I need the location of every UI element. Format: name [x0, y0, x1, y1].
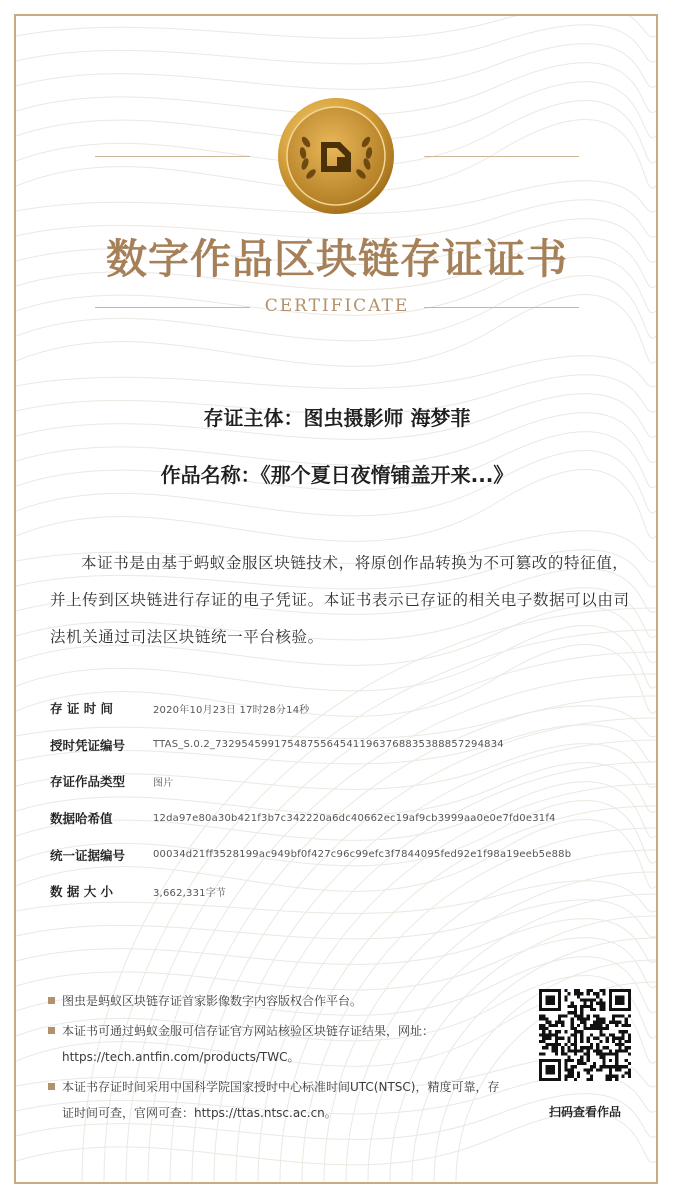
detail-row-hash	[50, 800, 650, 837]
details-table	[50, 690, 650, 910]
detail-label: 存证作品类型	[50, 774, 126, 790]
note-item	[48, 1018, 510, 1070]
detail-value: 图片	[153, 777, 174, 789]
detail-value: 3,662,331字节	[153, 887, 227, 899]
qr-code[interactable]	[539, 989, 631, 1081]
detail-value: TTAS_S.0.2_73295459917548755645411963768835388857294834	[153, 739, 504, 751]
certificate-subtitle: CERTIFICATE	[264, 296, 410, 316]
holder-line	[0, 402, 674, 431]
detail-row-time	[50, 690, 650, 727]
detail-label: 数 据 大 小	[50, 884, 114, 900]
note-text: 图虫是蚂蚁区块链存证首家影像数字内容版权合作平台。	[62, 994, 363, 1008]
detail-value: 2020年10月23日 17时28分14秒	[153, 704, 310, 716]
laurel-seal-icon	[276, 96, 396, 216]
detail-label: 数据哈希值	[50, 811, 113, 827]
note-text: 本证书存证时间采用中国科学院国家授时中心标准时间UTC(NTSC)，精度可靠，存证时间可查，官网可查：https://ttas.ntsc.ac.cn。	[62, 1080, 500, 1120]
work-value: 《那个夏日夜惰铺盖开来...》	[260, 463, 514, 487]
detail-row-timestamp-id	[50, 727, 650, 764]
note-text: 本证书可通过蚂蚁金服可信存证官方网站核验区块链存证结果，网址：https://tech.antfin.com/products/TWC。	[62, 1024, 435, 1064]
holder-value: 图虫摄影师 海梦菲	[303, 406, 471, 430]
holder-label: 存证主体：	[203, 406, 304, 430]
notes-list	[48, 988, 510, 1130]
note-item	[48, 988, 510, 1014]
certificate-title: 数字作品区块链存证证书	[106, 235, 568, 283]
bullet-square-icon	[48, 997, 55, 1004]
detail-label: 授时凭证编号	[50, 737, 126, 753]
bullet-square-icon	[48, 1083, 55, 1090]
detail-row-type	[50, 763, 650, 800]
detail-label: 统一证据编号	[50, 847, 126, 863]
work-label: 作品名称：	[160, 463, 261, 487]
note-item	[48, 1074, 510, 1126]
detail-row-size	[50, 873, 650, 910]
detail-label: 存 证 时 间	[50, 701, 114, 717]
divider-left-top	[95, 156, 250, 157]
certificate-statement: 本证书是由基于蚂蚁金服区块链技术，将原创作品转换为不可篡改的特征值，并上传到区块链进行存证的电子凭证。本证书表示已存证的相关电子数据可以由司法机关通过司法区块链统一平台核验。	[50, 554, 630, 646]
bullet-square-icon	[48, 1027, 55, 1034]
work-line	[0, 459, 674, 488]
detail-value: 12da97e80a30b421f3b7c342220a6dc40662ec19af9cb3999aa0e0e7fd0e31f4	[153, 812, 556, 824]
divider-right-top	[424, 156, 579, 157]
detail-value: 00034d21ff3528199ac949bf0f427c96c99efc3f7844095fed92e1f98a19eeb5e88b	[153, 849, 572, 861]
divider-right-subtitle	[424, 307, 579, 308]
detail-row-evidence-id	[50, 836, 650, 873]
qr-caption: 扫码查看作品	[548, 1105, 621, 1119]
